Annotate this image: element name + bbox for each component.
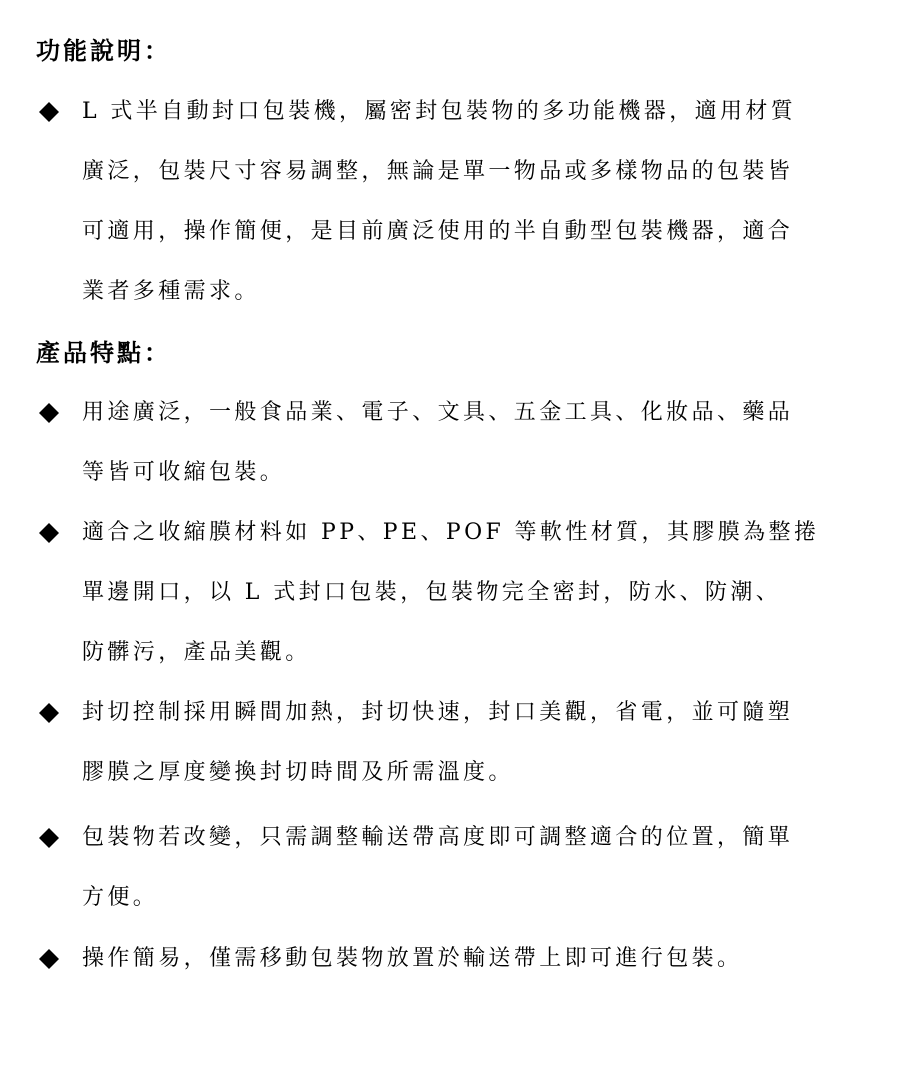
paragraph-line: 等皆可收縮包裝。	[82, 460, 286, 485]
feature-item-uses	[82, 383, 872, 503]
diamond-bullet-icon	[38, 948, 60, 970]
heading-product-features: 產品特點：	[36, 338, 171, 367]
paragraph-line: 膠膜之厚度變換封切時間及所需溫度。	[82, 760, 514, 785]
paragraph-line: 操作簡易，僅需移動包裝物放置於輸送帶上即可進行包裝。	[82, 946, 743, 971]
paragraph-line: 用途廣泛，一般食品業、電子、文具、五金工具、化妝品、藥品	[82, 400, 794, 425]
paragraph-line: 封切控制採用瞬間加熱，封切快速，封口美觀，省電，並可隨塑	[82, 700, 794, 725]
paragraph-line: 適合之收縮膜材料如 PP、PE、POF 等軟性材質，其膠膜為整捲	[82, 520, 820, 545]
paragraph-line: 包裝物若改變，只需調整輸送帶高度即可調整適合的位置，簡單	[82, 825, 794, 850]
diamond-bullet-icon	[38, 522, 60, 544]
heading-function-description: 功能說明：	[36, 36, 171, 65]
feature-item-sealing-control	[82, 683, 872, 803]
paragraph-line: 方便。	[82, 885, 159, 910]
paragraph-line: 廣泛，包裝尺寸容易調整，無論是單一物品或多樣物品的包裝皆	[82, 159, 794, 184]
paragraph-line: 可適用，操作簡便，是目前廣泛使用的半自動型包裝機器，適合	[82, 219, 794, 244]
feature-item-easy-operation	[82, 929, 872, 989]
paragraph-line: 業者多種需求。	[82, 279, 260, 304]
diamond-bullet-icon	[38, 101, 60, 123]
diamond-bullet-icon	[38, 402, 60, 424]
paragraph-line: 防髒污，產品美觀。	[82, 640, 311, 665]
diamond-bullet-icon	[38, 702, 60, 724]
paragraph-line: L 式半自動封口包裝機，屬密封包裝物的多功能機器，適用材質	[82, 99, 797, 124]
feature-item-shrink-film	[82, 503, 872, 683]
diamond-bullet-icon	[38, 827, 60, 849]
function-description-paragraph	[82, 82, 872, 322]
feature-item-conveyor-adjust	[82, 808, 872, 928]
paragraph-line: 單邊開口，以 L 式封口包裝，包裝物完全密封，防水、防潮、	[82, 580, 782, 605]
